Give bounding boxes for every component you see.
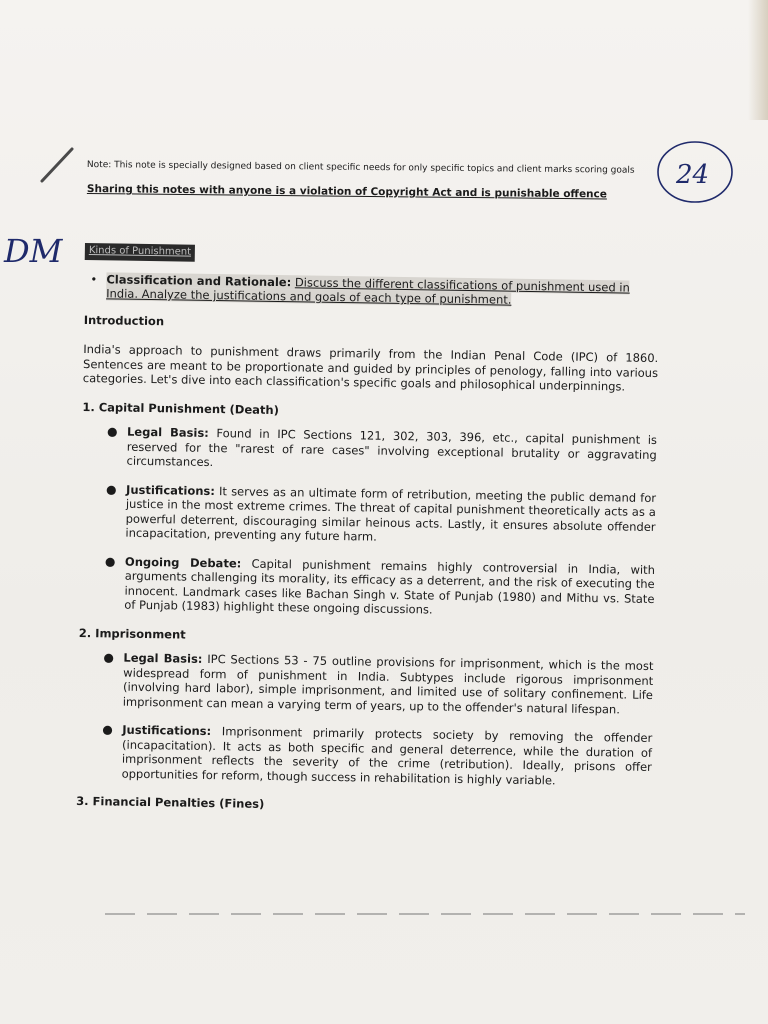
- bullet-icon: ●: [103, 650, 115, 665]
- item-text: Capital punishment remains highly controversial in India, with arguments challenging its morality, its efficacy as a deterrent, and the risk of executing the innocent. Landmark cases like Bachan Singh v. State of Punjab (1980) and Mithu vs. State of Punjab (1983) highlight these ongoing discussions.: [124, 556, 656, 617]
- intro-heading: Introduction: [83, 312, 165, 328]
- intro-paragraph: India's approach to punishment draws primarily from the Indian Penal Code (IPC) of 1860. Sentences are meant to be proportionate and guided by principles of penology, falling into various categories. Let's dive into each classification's specific goals and philosophical underpinnings.: [82, 341, 659, 394]
- item-label: Justifications:: [122, 722, 212, 739]
- bullet-icon: •: [90, 271, 98, 286]
- list-item: [104, 553, 656, 620]
- list-item: [102, 722, 653, 789]
- page-number-handwritten: 24: [676, 160, 710, 190]
- classification-text: Discuss the different classifications of punishment used in India. Analyze the justifications and goals of each type of punishment.: [106, 274, 630, 307]
- classification-rationale: [90, 271, 659, 310]
- page-edge-shadow: [748, 0, 768, 120]
- section-heading-imprisonment: 2. Imprisonment: [78, 625, 186, 642]
- client-note: Note: This note is specially designed based on client specific needs for only specific topics and client marks scoring goals: [86, 160, 635, 176]
- item-text: Imprisonment primarily protects society by removing the offender (incapacitation). It acts as both specific and general deterrence, while the duration of imprisonment reflects the severity of the crime (retribution). Ideally, prisons offer opportunities for reform, though success in rehabilitation is highly variable.: [121, 724, 653, 787]
- bullet-icon: ●: [102, 722, 113, 737]
- document-body: [76, 242, 660, 817]
- bullet-icon: ●: [106, 424, 118, 439]
- item-label: Legal Basis:: [126, 424, 209, 440]
- initials-handwritten: DM: [4, 232, 63, 270]
- list-item: [106, 481, 657, 548]
- classification-label: Classification and Rationale:: [106, 271, 292, 289]
- copyright-warning: Sharing this notes with anyone is a violation of Copyright Act and is punishable offence: [86, 183, 607, 201]
- section-heading-fines: 3. Financial Penalties (Fines): [76, 793, 265, 811]
- item-label: Justifications:: [126, 482, 216, 498]
- item-label: Ongoing Debate:: [124, 554, 242, 570]
- bullet-icon: ●: [104, 553, 116, 569]
- section-tag: Kinds of Punishment: [85, 243, 195, 261]
- imprisonment-list: [77, 650, 654, 789]
- item-text: Found in IPC Sections 121, 302, 303, 396, etc., capital punishment is reserved for the "rarest of rare cases" involving exceptional brutality or aggravating circumstances.: [126, 426, 658, 470]
- bullet-icon: ●: [106, 481, 117, 497]
- list-item: [103, 650, 654, 717]
- page-bottom-rule: [105, 913, 745, 915]
- list-item: [106, 424, 658, 477]
- item-label: Legal Basis:: [123, 650, 203, 666]
- item-text: It serves as an ultimate form of retribution, meeting the public demand for justice in the most extreme crimes. The threat of capital punishment theoretically acts as a powerful deterrent, discouraging similar heinous acts. Lastly, it ensures absolute offender incapacitation, preventing any future harm.: [125, 483, 657, 544]
- capital-list: [79, 424, 657, 621]
- item-text: IPC Sections 53 - 75 outline provisions for imprisonment, which is the most widespread form of punishment in India. Subtypes include rigorous imprisonment (involving hard labor), simple imprisonment, and limited use of solitary confinement. Life imprisonment can mean a varying term of years, up to the offender's natural lifespan.: [122, 651, 654, 716]
- section-heading-capital: 1. Capital Punishment (Death): [82, 399, 280, 417]
